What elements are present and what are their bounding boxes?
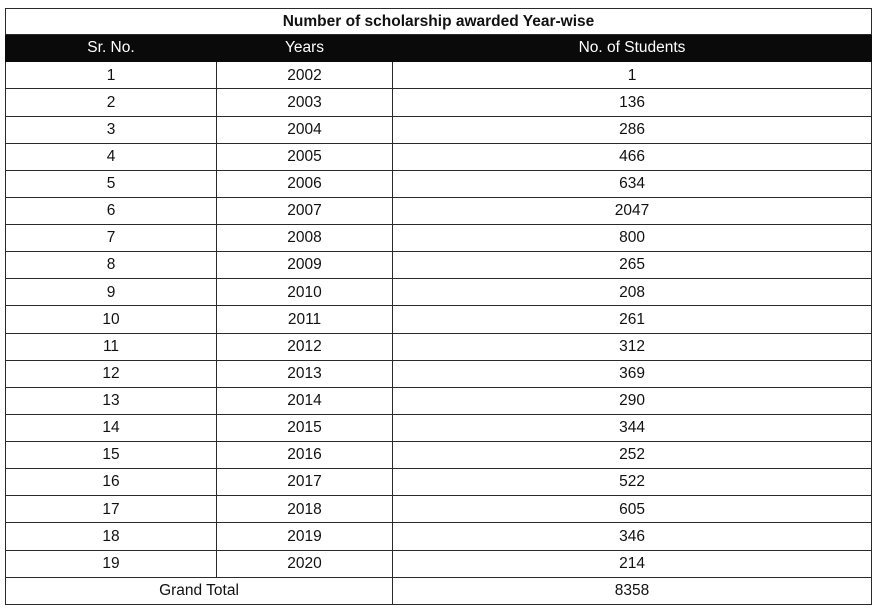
- cell-year: 2013: [217, 360, 393, 387]
- table-row: [6, 387, 872, 414]
- cell-sr-no: 7: [6, 225, 217, 252]
- cell-sr-no: 13: [6, 387, 217, 414]
- column-header-sr-no: Sr. No.: [6, 35, 217, 62]
- table-body: [6, 9, 872, 605]
- table-row: [6, 62, 872, 89]
- table-row: [6, 170, 872, 197]
- scholarship-table-container: [5, 8, 871, 605]
- cell-sr-no: 14: [6, 414, 217, 441]
- table-row: [6, 414, 872, 441]
- cell-no-of-students: 369: [393, 360, 872, 387]
- cell-sr-no: 12: [6, 360, 217, 387]
- cell-year: 2017: [217, 469, 393, 496]
- grand-total-value: 8358: [393, 577, 872, 604]
- cell-no-of-students: 2047: [393, 197, 872, 224]
- cell-year: 2010: [217, 279, 393, 306]
- table-row: [6, 442, 872, 469]
- table-row: [6, 523, 872, 550]
- cell-sr-no: 18: [6, 523, 217, 550]
- cell-year: 2019: [217, 523, 393, 550]
- cell-sr-no: 4: [6, 143, 217, 170]
- cell-year: 2015: [217, 414, 393, 441]
- cell-year: 2012: [217, 333, 393, 360]
- column-header-no-of-students: No. of Students: [393, 35, 872, 62]
- scholarship-table: [5, 8, 872, 605]
- cell-no-of-students: 346: [393, 523, 872, 550]
- cell-no-of-students: 344: [393, 414, 872, 441]
- cell-year: 2020: [217, 550, 393, 577]
- table-row: [6, 306, 872, 333]
- cell-no-of-students: 466: [393, 143, 872, 170]
- cell-no-of-students: 261: [393, 306, 872, 333]
- cell-year: 2011: [217, 306, 393, 333]
- cell-sr-no: 11: [6, 333, 217, 360]
- cell-no-of-students: 800: [393, 225, 872, 252]
- cell-year: 2014: [217, 387, 393, 414]
- table-title: Number of scholarship awarded Year-wise: [6, 9, 872, 35]
- cell-no-of-students: 1: [393, 62, 872, 89]
- cell-year: 2007: [217, 197, 393, 224]
- cell-no-of-students: 208: [393, 279, 872, 306]
- table-row: [6, 225, 872, 252]
- cell-sr-no: 5: [6, 170, 217, 197]
- cell-year: 2005: [217, 143, 393, 170]
- table-title-row: [6, 9, 872, 35]
- cell-year: 2006: [217, 170, 393, 197]
- table-row: [6, 279, 872, 306]
- cell-sr-no: 16: [6, 469, 217, 496]
- grand-total-row: [6, 577, 872, 604]
- cell-sr-no: 15: [6, 442, 217, 469]
- cell-sr-no: 17: [6, 496, 217, 523]
- cell-year: 2016: [217, 442, 393, 469]
- cell-no-of-students: 312: [393, 333, 872, 360]
- table-row: [6, 143, 872, 170]
- table-header-row: [6, 35, 872, 62]
- cell-no-of-students: 252: [393, 442, 872, 469]
- cell-sr-no: 1: [6, 62, 217, 89]
- grand-total-label: Grand Total: [6, 577, 393, 604]
- cell-sr-no: 8: [6, 252, 217, 279]
- cell-no-of-students: 136: [393, 89, 872, 116]
- table-row: [6, 252, 872, 279]
- cell-year: 2003: [217, 89, 393, 116]
- cell-sr-no: 9: [6, 279, 217, 306]
- cell-sr-no: 19: [6, 550, 217, 577]
- cell-no-of-students: 265: [393, 252, 872, 279]
- table-row: [6, 550, 872, 577]
- cell-sr-no: 2: [6, 89, 217, 116]
- cell-year: 2008: [217, 225, 393, 252]
- cell-year: 2009: [217, 252, 393, 279]
- table-row: [6, 360, 872, 387]
- cell-no-of-students: 290: [393, 387, 872, 414]
- cell-year: 2018: [217, 496, 393, 523]
- table-row: [6, 333, 872, 360]
- cell-no-of-students: 522: [393, 469, 872, 496]
- table-row: [6, 496, 872, 523]
- cell-sr-no: 6: [6, 197, 217, 224]
- cell-year: 2002: [217, 62, 393, 89]
- table-row: [6, 469, 872, 496]
- cell-sr-no: 10: [6, 306, 217, 333]
- table-row: [6, 116, 872, 143]
- table-row: [6, 197, 872, 224]
- cell-year: 2004: [217, 116, 393, 143]
- cell-no-of-students: 214: [393, 550, 872, 577]
- cell-no-of-students: 286: [393, 116, 872, 143]
- cell-no-of-students: 605: [393, 496, 872, 523]
- cell-no-of-students: 634: [393, 170, 872, 197]
- table-row: [6, 89, 872, 116]
- column-header-years: Years: [217, 35, 393, 62]
- cell-sr-no: 3: [6, 116, 217, 143]
